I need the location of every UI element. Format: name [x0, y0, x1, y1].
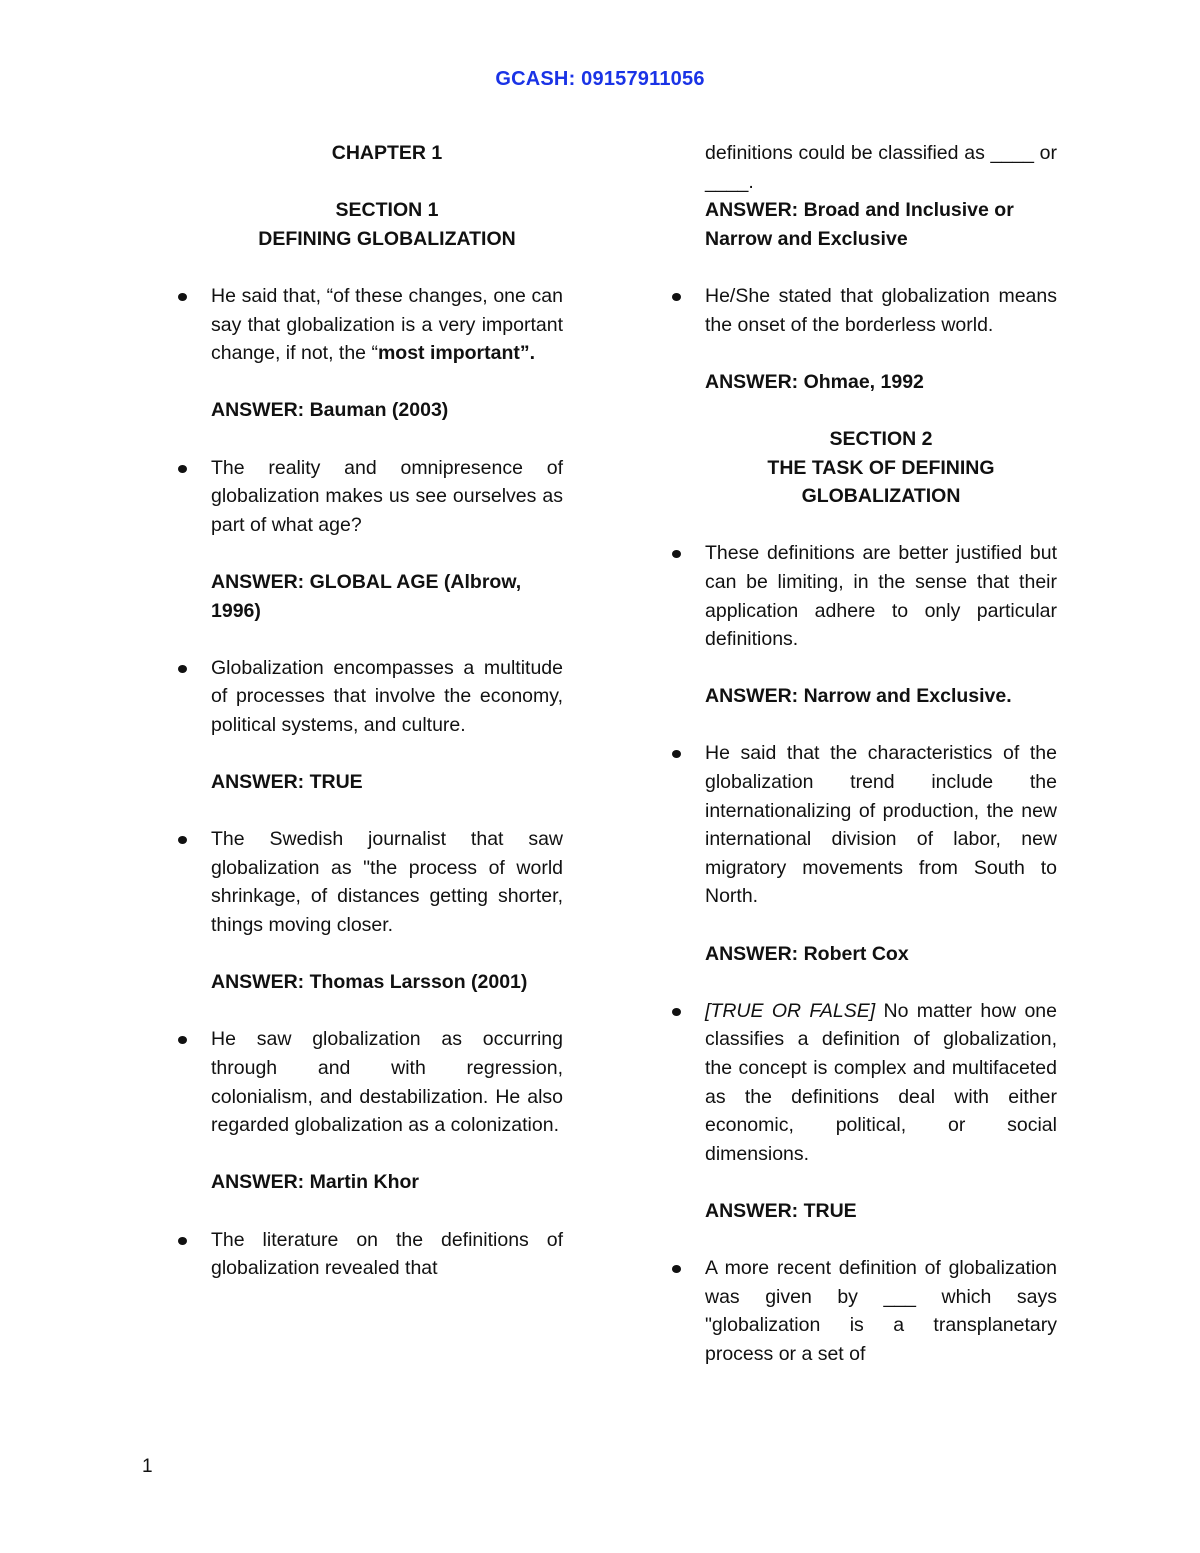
- question-text: He said that, “of these changes, one can say that globalization is a very important change, if not, the “: [211, 284, 563, 365]
- answer-text: ANSWER: TRUE: [705, 1199, 857, 1222]
- question-text: Globalization encompasses a multitude of processes that involve the economy, political systems, and culture.: [211, 656, 563, 736]
- question-item: [705, 282, 1057, 339]
- question-text: These definitions are better justified but can be limiting, in the sense that their application adhere to only particular definitions.: [705, 542, 1057, 651]
- bullet-icon: [178, 465, 187, 473]
- bullet-icon: [672, 1008, 681, 1016]
- question-continuation: definitions could be classified as ____ or ____.: [705, 142, 1057, 193]
- question-item: [211, 282, 563, 368]
- question-item: [705, 739, 1057, 911]
- section-title: THE TASK OF DEFINING GLOBALIZATION: [767, 456, 995, 508]
- bullet-icon: [672, 750, 681, 758]
- question-emphasis: most important”.: [377, 342, 536, 365]
- question-text: He said that the characteristics of the globalization trend include the internationalizing of production, the new international division of labor, new migratory movements from South to North.: [705, 742, 1057, 908]
- answer-text: ANSWER: Broad and Inclusive or Narrow and Exclusive: [705, 199, 1014, 250]
- section-title: DEFINING GLOBALIZATION: [258, 227, 516, 250]
- bullet-icon: [672, 550, 681, 558]
- answer-text: ANSWER: GLOBAL AGE (Albrow, 1996): [211, 570, 522, 622]
- bullet-icon: [178, 293, 187, 301]
- question-item: [705, 539, 1057, 653]
- answer-text: ANSWER: Ohmae, 1992: [705, 370, 924, 393]
- question-item: [211, 825, 563, 939]
- answer-text: ANSWER: Narrow and Exclusive.: [705, 685, 1012, 708]
- bullet-icon: [178, 665, 187, 673]
- answer-text: ANSWER: Martin Khor: [211, 1171, 419, 1194]
- question-text: No matter how one classifies a definition of globalization, the concept is complex and multifaceted as the definitions deal with either economic, political, or social dimensions.: [705, 999, 1057, 1165]
- question-text: The literature on the definitions of globalization revealed that: [211, 1228, 563, 1280]
- question-text: The reality and omnipresence of globalization makes us see ourselves as part of what age?: [211, 456, 563, 536]
- bullet-icon: [178, 1036, 187, 1044]
- bullet-icon: [672, 293, 681, 301]
- question-item: [211, 1226, 563, 1283]
- question-text: A more recent definition of globalization was given by ___ which says "globalization is a transplanetary process or a set of: [705, 1257, 1057, 1365]
- bullet-icon: [178, 836, 187, 844]
- question-item: [211, 454, 563, 540]
- chapter-heading: CHAPTER 1: [331, 142, 443, 164]
- question-item: [211, 654, 563, 740]
- answer-text: ANSWER: Thomas Larsson (2001): [211, 971, 528, 994]
- answer-text: ANSWER: TRUE: [211, 771, 363, 794]
- question-text: He/She stated that globalization means the onset of the borderless world.: [705, 284, 1057, 336]
- question-item: [705, 1254, 1057, 1368]
- true-false-tag: [TRUE OR FALSE]: [705, 999, 876, 1022]
- question-item: [211, 1025, 563, 1139]
- bullet-icon: [178, 1237, 187, 1245]
- question-item: [705, 997, 1057, 1169]
- answer-text: ANSWER: Bauman (2003): [211, 399, 449, 422]
- question-text: The Swedish journalist that saw globalization as "the process of world shrinkage, of distances getting shorter, things moving closer.: [211, 828, 563, 937]
- section-heading: SECTION 1: [335, 199, 439, 222]
- question-text: He saw globalization as occurring through and with regression, colonialism, and destabilization. He also regarded globalization as a colonization.: [211, 1028, 563, 1137]
- section-heading: SECTION 2: [829, 427, 933, 450]
- gcash-header: GCASH: 09157911056: [495, 68, 705, 90]
- right-column: [705, 139, 1057, 1369]
- page-number: 1: [142, 1456, 153, 1477]
- left-column: [211, 139, 563, 1283]
- answer-text: ANSWER: Robert Cox: [705, 942, 909, 965]
- bullet-icon: [672, 1265, 681, 1273]
